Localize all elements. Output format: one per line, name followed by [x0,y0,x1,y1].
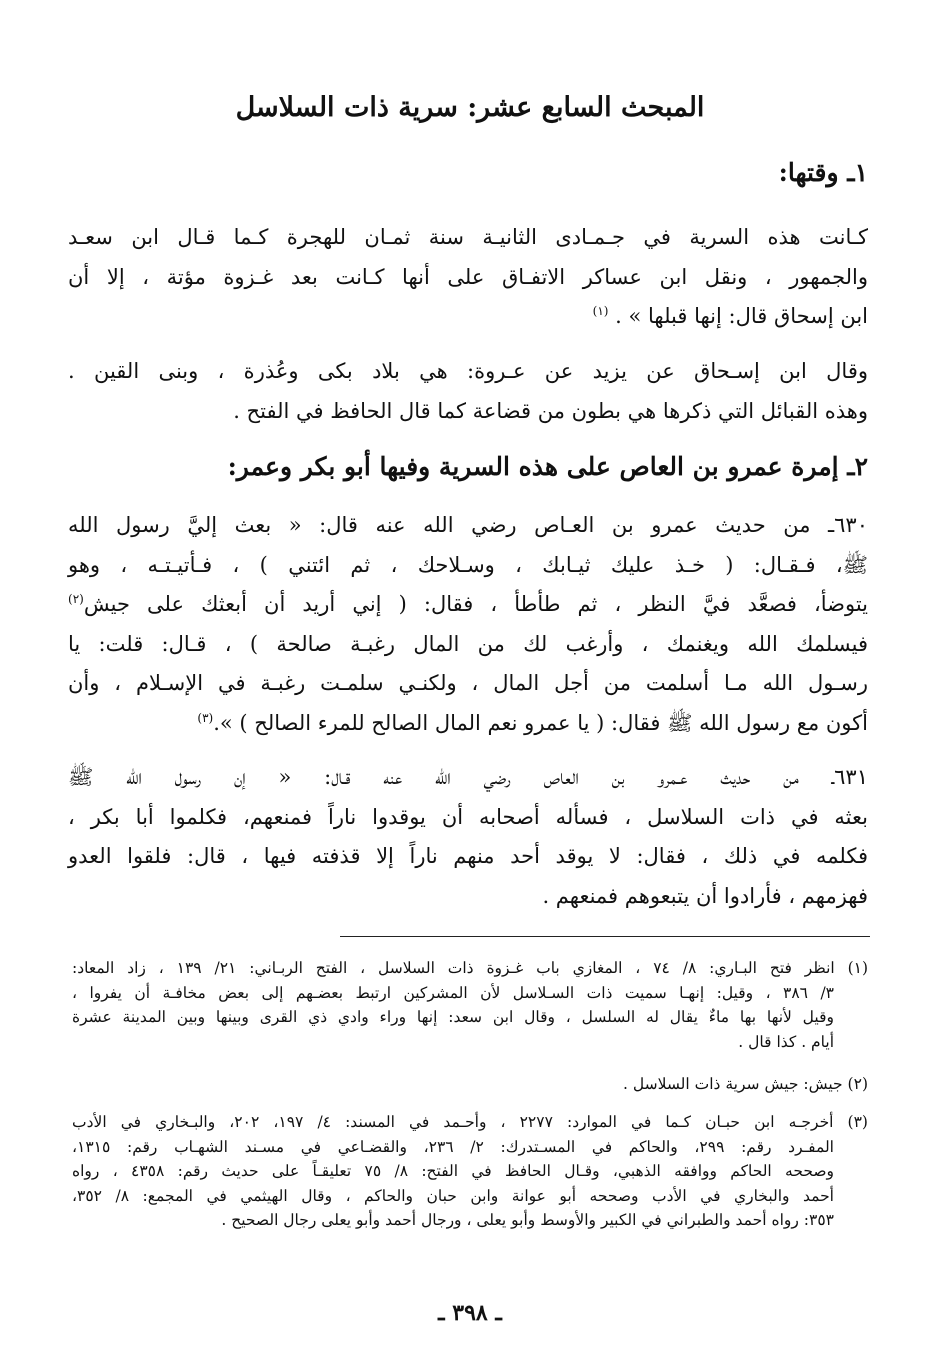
footnote-line: ٣٥٣: رواه أحمد والطبراني في الكبير والأوسط وأبو يعلى ، ورجال أحمد وأبو يعلى رجال الصحيح . [221,1211,834,1229]
paragraph-timing-1 [68,218,868,337]
chapter-heading: المبحث السابع عشر: سرية ذات السلاسل [235,92,705,123]
footnote-line: أيام . كذا قال . [738,1032,834,1051]
footnote-line: (٢) جيش: جيش سرية ذات السلاسل . [623,1075,868,1093]
text-line: فيسلمك الله ويغنمك ، وأرغب لك من المال رغبـة صالحة ) ، قـال: قلت: يا [68,631,868,656]
text-line: ٦٣٠ـ من حديث عمرو بن العـاص رضي الله عنه قال: « بعث إليَّ رسول الله [68,513,868,537]
text-line: فكلمه في ذلك ، فقال: لا يوقد أحد منهم ناراً إلا قذفته فيها ، قال: فلقوا العدو [68,844,868,868]
text-line: وقال ابن إسـحاق عن يزيد عن عـروة: هي بلاد بكى وعُذرة ، وبنى القين . [68,359,868,383]
text-line: بعثه في ذات السلاسل ، فسأله أصحابه أن يوقدوا ناراً فمنعهم، فكلموا أبا بكر ، [68,804,868,829]
footnote-ref: (٢) [68,592,84,606]
text-line: كـانت هذه السرية في جـمـادى الثانيـة سنة ثمـان للهجرة كـما قـال ابن سعـد [68,225,868,249]
footnote-ref: (٣) [197,710,214,725]
text-line [68,297,868,337]
footnote-2 [72,1072,868,1097]
text-line-content: ابن إسحاق قال: إنها قبلها » . [615,304,868,328]
footnote-line: أحمد والبخاري في الأدب وصححه أبو عوانة وابن حبان والحاكم ، وقال الهيثمي في المجمع: ٨/ ٣٥٢، [72,1186,834,1205]
paragraph-timing-2 [68,352,868,431]
hadith-631 [68,758,868,916]
footnote-separator [340,936,870,937]
footnote-line: (١) انظر فتح البـاري: ٨/ ٧٤ ، المغازي باب غـزوة ذات السلاسل ، الفتح الربـاني: ٢١/ ١٣٩ ، زاد المعاد: [72,959,869,977]
section-title-command: ٢ـ إمرة عمرو بن العاص على هذه السرية وفيها أبو بكر وعمر: [227,452,868,481]
text-line: فهزمهم ، فأرادوا أن يتبعوهم فمنعهم . [542,883,868,908]
text-line: وهذه القبائل التي ذكرها هي بطون من قضاعة كما قال الحافظ في الفتح . [233,398,868,423]
text-line-content: يتوضأ، فصعَّد فيَّ النظر ، ثم طأطأ ، فقال: ( إني أريد أن أبعثك على جيش [83,592,868,616]
page-number: ـ ٣٩٨ ـ [438,1300,502,1326]
footnote-line: وقيل لأنها بها ماءٌ يقال له السلسل ، وقال ابن سعد: إنها وراء وادي ذي القرى وبينها وبين المدينة عشرة [72,1008,834,1026]
text-line: ﷺ، فـقـال: ( خـذ عليك ثيـابك ، وسـلاحك ، ثم ائتني ) ، فـأتيـتـه ، وهو [68,552,868,577]
text-line [68,704,868,744]
section-title-timing: ١ـ وقتها: [778,158,868,187]
text-line: ٦٣١ـ من حديث عـمرو بن العاص رضي الله عنه قـال: « إن رسول الله ﷺ [68,765,868,789]
footnote-line: (٣) أخرجـه ابن حبـان كـما في الموارد: ٢٢٧٧ ، وأحـمد في المسند: ٤/ ١٩٧، ٢٠٢، والبـخاري في الأدب [72,1113,868,1131]
footnote-line: وصححه الحاكم ووافقه الذهبي، وقـال الحافظ في الفتح: ٨/ ٧٥ تعليقـاً على حديث رقم: ٤٣٥٨ ، رواه [72,1162,834,1180]
footnote-line: المفـرد رقم: ٢٩٩، والحاكم في المسـتدرك: ٢/ ٢٣٦، والقضـاعي في مسـند الشهـاب رقم: ١٣١٥، [72,1137,834,1156]
footnote-1 [72,956,868,1054]
footnote-line: ٣/ ٣٨٦ ، وقيل: إنهـا سميت ذات السـلاسل لأن المشركين ارتبط بعضـهم إلى بعض مخافـة أن يفروا ، [72,983,834,1002]
text-line [68,585,868,625]
footnote-ref: (١) [592,304,609,318]
text-line-content: أكون مع رسول الله ﷺ فقال: ( يا عمرو نعم المال الصالح للمرء الصالح ) ». [213,710,868,735]
text-line: رسـول الله مـا أسلمت من أجل المال ، ولكنـي سلمـت رغبـة في الإسـلام ، وأن [68,671,868,695]
hadith-630 [68,506,868,743]
footnote-3 [72,1110,868,1233]
text-line: والجمهور ، ونقل ابن عساكر الاتفـاق على أنها كـانت بعد غـزوة مؤتة ، إلا أن [68,264,868,289]
